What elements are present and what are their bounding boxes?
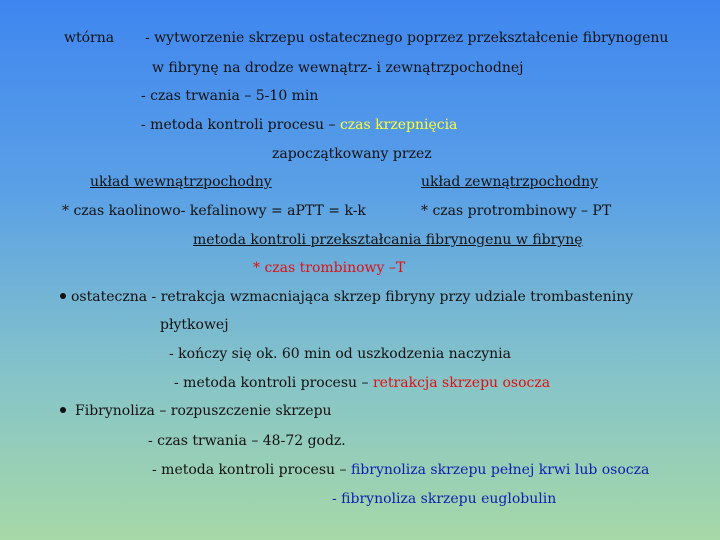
text-line-2: w fibrynę na drodze wewnątrz- i zewnątrzpochodnej — [152, 60, 524, 76]
text-line-3: - czas trwania – 5-10 min — [141, 88, 319, 104]
text-line-16 — [152, 461, 649, 479]
line-16-prefix: - metoda kontroli procesu – — [152, 462, 351, 478]
heading-extrinsic: układ zewnątrzpochodny — [421, 174, 599, 190]
heading-intrinsic: układ wewnątrzpochodny — [90, 174, 272, 190]
bullet-icon — [60, 293, 66, 299]
heading-fibrinogen-control: metoda kontroli przekształcania fibrynogenu w fibrynę — [193, 232, 583, 248]
label-wtorna: wtórna — [64, 30, 115, 46]
line-13-prefix: - metoda kontroli procesu – — [174, 375, 373, 391]
text-thrombin-time: * czas trombinowy –T — [253, 260, 406, 276]
text-line-13 — [174, 374, 550, 392]
text-line-14 — [60, 402, 332, 420]
line-10-text: ostateczna - retrakcja wzmacniająca skrzep fibryny przy udziale trombasteniny — [71, 289, 634, 305]
text-line-17: - fibrynoliza skrzepu euglobulin — [332, 491, 557, 507]
text-line-12: - kończy się ok. 60 min od uszkodzenia naczynia — [169, 346, 511, 362]
text-line-10 — [60, 288, 633, 306]
line-14-text: Fibrynoliza – rozpuszczenie skrzepu — [75, 403, 332, 419]
line-4-prefix: - metoda kontroli procesu – — [141, 117, 340, 133]
text-line-1: - wytworzenie skrzepu ostatecznego poprzez przekształcenie fibrynogenu — [145, 30, 669, 46]
text-pt: * czas protrombinowy – PT — [421, 203, 612, 219]
text-line-4 — [141, 116, 457, 134]
bullet-icon — [60, 407, 66, 413]
text-line-11: płytkowej — [160, 317, 229, 333]
line-16-highlight: fibrynoliza skrzepu pełnej krwi lub osocza — [350, 462, 650, 478]
line-13-highlight: retrakcja skrzepu osocza — [372, 375, 551, 391]
text-line-15: - czas trwania – 48-72 godz. — [148, 433, 346, 449]
text-aptt: * czas kaolinowo- kefalinowy = aPTT = k-k — [62, 203, 366, 219]
line-4-highlight: czas krzepnięcia — [339, 117, 458, 133]
text-line-5: zapoczątkowany przez — [272, 146, 432, 162]
